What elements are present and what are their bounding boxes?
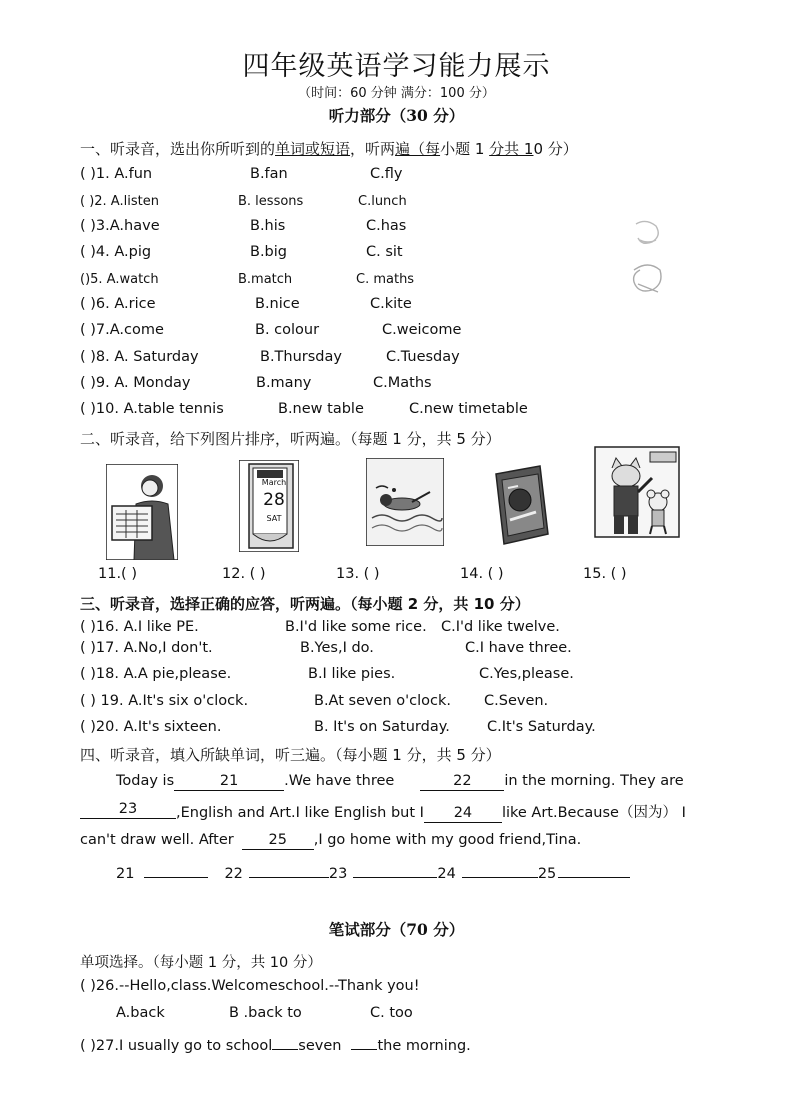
s3-item-17-c: C.I have three. [465,640,572,656]
s1-item-2-b: B. lessons [238,194,304,209]
s1-item-6-b: B.nice [255,296,300,312]
passage-line-2: 23 ,English and Art.I like English but I 24 like Art.Because（因为） I [80,801,686,823]
s3-item-18-c: C.Yes,please. [479,666,574,682]
question-27: ( )27.I usually go to school seven the morning. [80,1031,471,1054]
answer-22: 22 [420,772,504,791]
s1-item-10-b: B.new table [278,401,364,417]
s1-item-1-a: ( )1. A.fun [80,166,153,182]
section1-heading: 一、听录音，选出你所听到的单词或短语，听两遍（每小题 1 分共 10 分） [80,140,578,158]
answer-blank-25[interactable] [558,859,630,878]
q27-blank-2[interactable] [351,1031,377,1050]
section2-heading: 二、听录音，给下列图片排序，听两遍。（每题 1 分，共 5 分） [80,430,501,448]
answer-blank-23[interactable] [353,859,437,878]
picture-label-13: 13. ( ) [336,566,380,582]
s3-item-16-c: C.I'd like twelve. [441,619,560,635]
s3-item-16-b: B.I'd like some rice. [285,619,427,635]
answer-23: 23 [80,800,176,819]
s1-item-9-b: B.many [256,375,312,391]
scribble-mark-icon [628,214,668,304]
s3-item-20-b: B. It's on Saturday. [314,719,450,735]
s1-item-4-c: C. sit [366,244,403,260]
s3-item-19-b: B.At seven o'clock. [314,693,451,709]
calendar-weekday: SAT [266,514,282,523]
answer-24: 24 [424,804,502,823]
answer-blank-21[interactable] [144,859,208,878]
s1-item-9-c: C.Maths [373,375,432,391]
passage-line-3: can't draw well. After 25 ,I go home with my good friend,Tina. [80,832,582,848]
s1-item-2-c: C.lunch [358,194,407,209]
s1-item-5-b: B.match [238,272,293,287]
s1-item-10-a: ( )10. A.table tennis [80,401,224,417]
calendar-day: 28 [263,490,285,510]
q26-option-a: A.back [116,1005,165,1021]
s3-item-18-a: ( )18. A.A pie,please. [80,666,232,682]
picture-cat-and-mouse [594,446,680,538]
s1-item-4-a: ( )4. A.pig [80,244,152,260]
picture-label-12: 12. ( ) [222,566,266,582]
s3-item-18-b: B.I like pies. [308,666,396,682]
s1-item-6-c: C.kite [370,296,412,312]
picture-sports-book [488,460,552,550]
s1-item-1-c: C.fly [370,166,403,182]
passage-line-1: Today is 21 .We have three 22 in the morning. They are [116,773,684,789]
s1-item-6-a: ( )6. A.rice [80,296,156,312]
answer-blank-24[interactable] [462,859,538,878]
s1-item-7-c: C.weicome [382,322,462,338]
section5-heading: 单项选择。（每小题 1 分，共 10 分） [80,955,322,971]
picture-swimming [366,458,444,546]
s1-item-9-a: ( )9. A. Monday [80,375,191,391]
s1-item-5-a: ()5. A.watch [80,272,159,287]
s3-item-20-c: C.It's Saturday. [487,719,596,735]
answer-25: 25 [242,831,314,850]
s1-item-1-b: B.fan [250,166,288,182]
q26-option-b: B .back to [229,1005,302,1021]
s1-item-8-c: C.Tuesday [386,349,460,365]
picture-label-14: 14. ( ) [460,566,504,582]
answer-21: 21 [174,772,284,791]
s3-item-20-a: ( )20. A.It's sixteen. [80,719,222,735]
exam-info: （时间：60 分钟 满分：100 分） [298,86,495,101]
s3-item-16-a: ( )16. A.I like PE. [80,619,199,635]
s1-item-3-a: ( )3.A.have [80,218,160,234]
s1-item-3-c: C.has [366,218,407,234]
picture-label-11: 11.( ) [98,566,137,582]
picture-label-15: 15. ( ) [583,566,627,582]
listening-part-heading: 听力部分（30 分） [328,106,465,125]
q27-blank-1[interactable] [272,1031,298,1050]
s3-item-17-b: B.Yes,I do. [300,640,374,656]
s3-item-19-c: C.Seven. [484,693,549,709]
s1-item-8-b: B.Thursday [260,349,342,365]
s1-item-2-a: ( )2. A.listen [80,194,159,209]
answer-blanks-row: 21 22 23 24 25 [116,859,630,882]
question-26: ( )26.--Hello,class.Welcomeschool.--Thank you! [80,978,420,994]
s1-item-8-a: ( )8. A. Saturday [80,349,199,365]
s1-item-7-b: B. colour [255,322,320,338]
s1-item-4-b: B.big [250,244,287,260]
q26-option-c: C. too [370,1005,413,1021]
s3-item-17-a: ( )17. A.No,I don't. [80,640,213,656]
picture-timetable-person [106,464,178,560]
section3-heading: 三、听录音，选择正确的应答，听两遍。（每小题 2 分，共 10 分） [80,595,530,613]
s3-item-19-a: ( ) 19. A.It's six o'clock. [80,693,249,709]
page-title: 四年级英语学习能力展示 [242,51,551,82]
s1-item-10-c: C.new timetable [409,401,528,417]
s1-item-7-a: ( )7.A.come [80,322,164,338]
answer-blank-22[interactable] [249,859,329,878]
section4-heading: 四、听录音，填入所缺单词，听三遍。（每小题 1 分，共 5 分） [80,746,501,764]
s1-item-3-b: B.his [250,218,286,234]
s1-item-5-c: C. maths [356,272,415,287]
written-part-heading: 笔试部分（70 分） [328,920,465,939]
calendar-month: March [261,478,287,487]
